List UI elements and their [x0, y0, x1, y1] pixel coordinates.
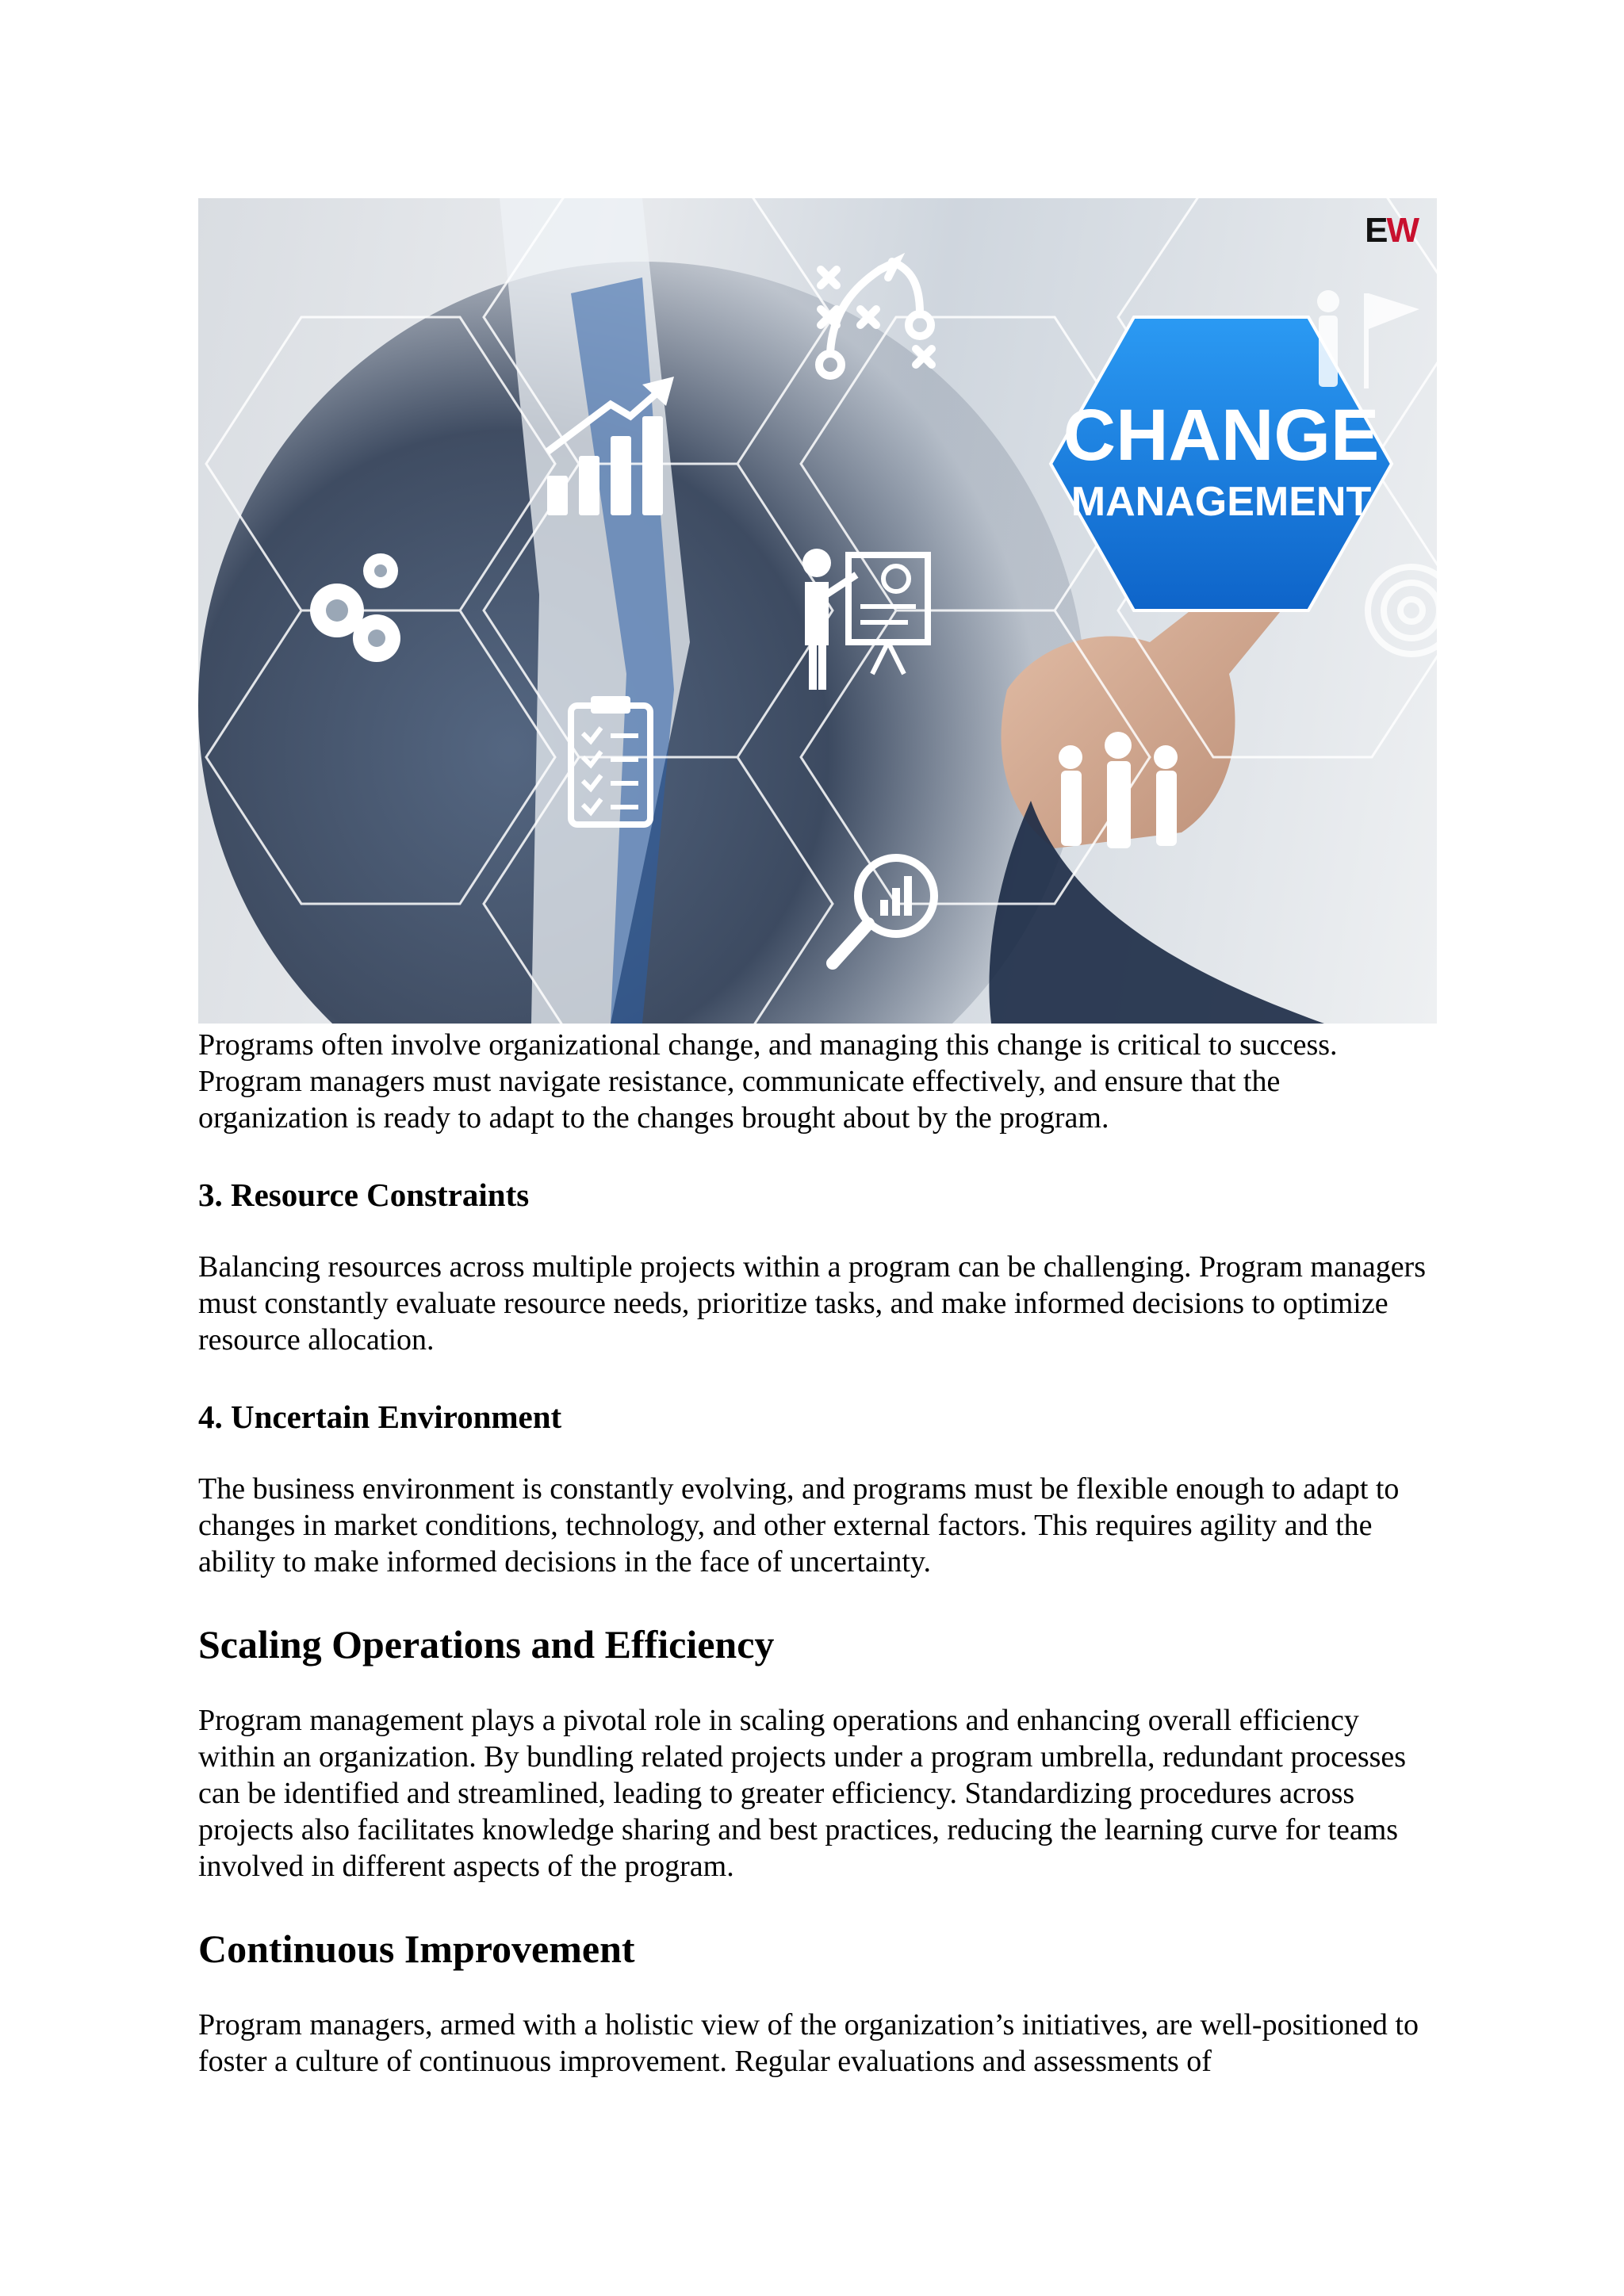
- team-icon: [1059, 732, 1178, 848]
- continuous-improvement-heading: Continuous Improvement: [198, 1927, 635, 1971]
- leader-flag-icon: [1317, 290, 1419, 388]
- section3-heading: 3. Resource Constraints: [198, 1177, 530, 1213]
- section4-heading: 4. Uncertain Environment: [198, 1399, 562, 1435]
- brand-logo: EW: [1365, 211, 1418, 250]
- hex-title-line2: MANAGEMENT: [1071, 479, 1372, 525]
- document-page: [198, 198, 1437, 2080]
- hex-title-line1: CHANGE: [1063, 395, 1380, 476]
- scaling-heading: Scaling Operations and Efficiency: [198, 1622, 775, 1667]
- section4-paragraph: The business environment is constantly evolving, and programs must be flexible enough to adapt to changes in market conditions, technology, and other external factors. This requires agility and the ability to make informed decisions in the face of uncertainty.: [198, 1472, 1400, 1578]
- intro-paragraph: Programs often involve organizational change, and managing this change is critical to success. Program managers must navigate resistance, communicate effectively, and ensure that the organization is ready to adapt to the changes brought about by the program.: [198, 1028, 1338, 1135]
- hero-illustration: [198, 198, 1437, 1024]
- scaling-paragraph: Program management plays a pivotal role in scaling operations and enhancing overall efficiency within an organization. By bundling related projects under a program umbrella, redundant processes can be identified and streamlined, leading to greater efficiency. Standardizing procedures across projects also facilitates knowledge sharing and best practices, reducing the learning curve for teams involved in different aspects of the program.: [198, 1704, 1407, 1883]
- change-management-image: [198, 198, 1437, 1024]
- target-icon: [1368, 567, 1437, 654]
- continuous-improvement-paragraph: Program managers, armed with a holistic view of the organization’s initiatives, are well-positioned to foster a culture of continuous improvement. Regular evaluations and assessments of: [198, 2008, 1419, 2078]
- section3-paragraph: Balancing resources across multiple projects within a program can be challenging. Program managers must constantly evaluate resource needs, prioritize tasks, and make informed decisions to optimize resource allocation.: [198, 1250, 1426, 1357]
